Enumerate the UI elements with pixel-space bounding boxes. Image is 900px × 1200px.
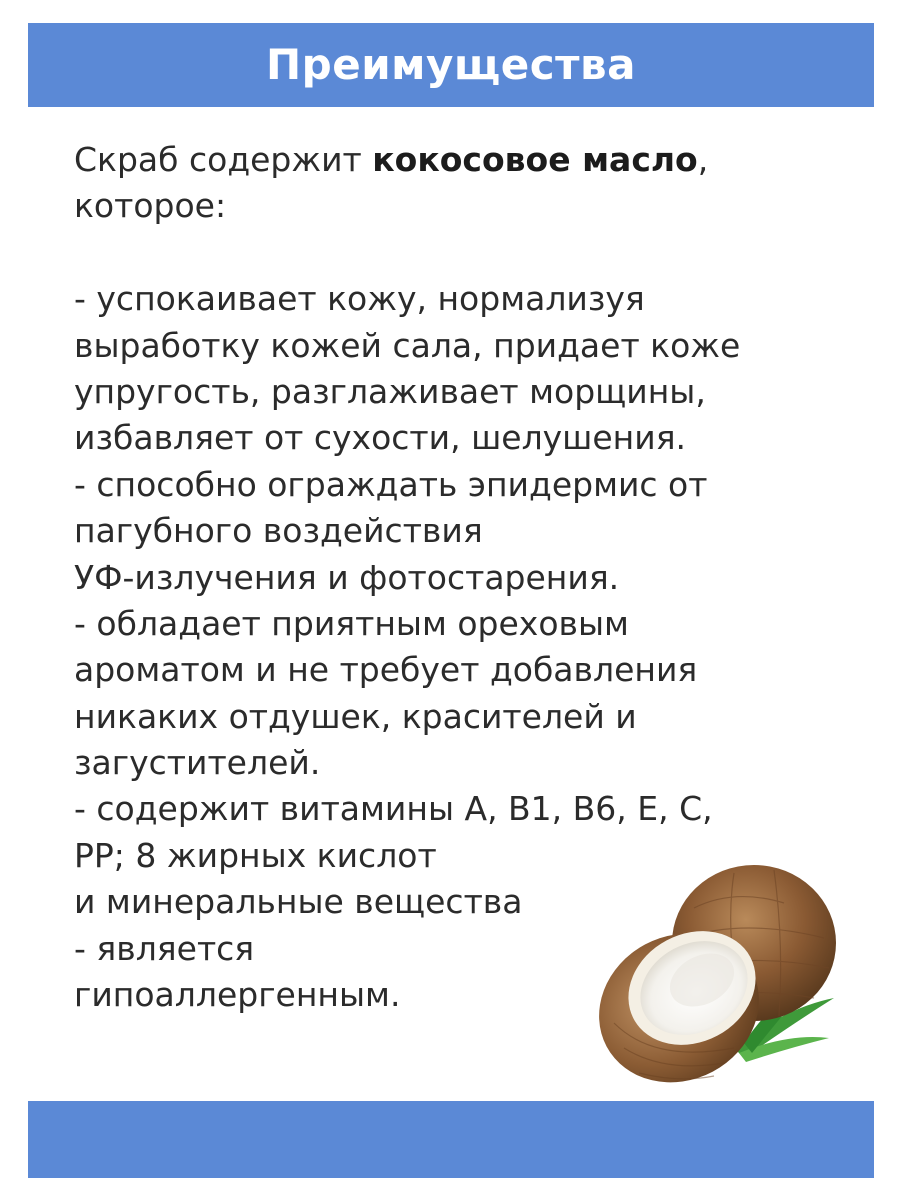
text-line: выработку кожей сала, придает коже — [74, 325, 741, 365]
footer-banner — [28, 1101, 874, 1178]
page-title: Преимущества — [266, 40, 636, 89]
text-line: - способно ограждать эпидермис от — [74, 464, 708, 504]
text-line: - обладает приятным ореховым — [74, 603, 629, 643]
text-line: гипоаллергенным. — [74, 975, 401, 1015]
intro-bold-ingredient: кокосовое масло — [372, 140, 698, 179]
text-line: пагубного воздействия — [74, 511, 483, 551]
text-line: - успокаивает кожу, нормализуя — [74, 279, 645, 319]
intro-line-2: которое: — [74, 186, 227, 226]
text-line: избавляет от сухости, шелушения. — [74, 418, 687, 458]
intro-line — [74, 137, 864, 183]
text-line: - содержит витамины А, В1, В6, Е, С, — [74, 789, 713, 829]
coconut-icon — [584, 848, 844, 1088]
text-line: никаких отдушек, красителей и — [74, 696, 637, 736]
intro-suffix: , — [697, 140, 709, 179]
text-line: УФ-излучения и фотостарения. — [74, 557, 620, 597]
spacer — [74, 230, 864, 276]
text-line: РР; 8 жирных кислот — [74, 835, 437, 875]
text-line: загустителей. — [74, 743, 321, 783]
text-line: ароматом и не требует добавления — [74, 650, 698, 690]
intro-prefix: Скраб содержит — [74, 140, 373, 179]
header-banner — [28, 23, 874, 107]
text-line: и минеральные вещества — [74, 882, 523, 922]
text-line: упругость, разглаживает морщины, — [74, 371, 706, 411]
text-line: - является — [74, 928, 255, 968]
